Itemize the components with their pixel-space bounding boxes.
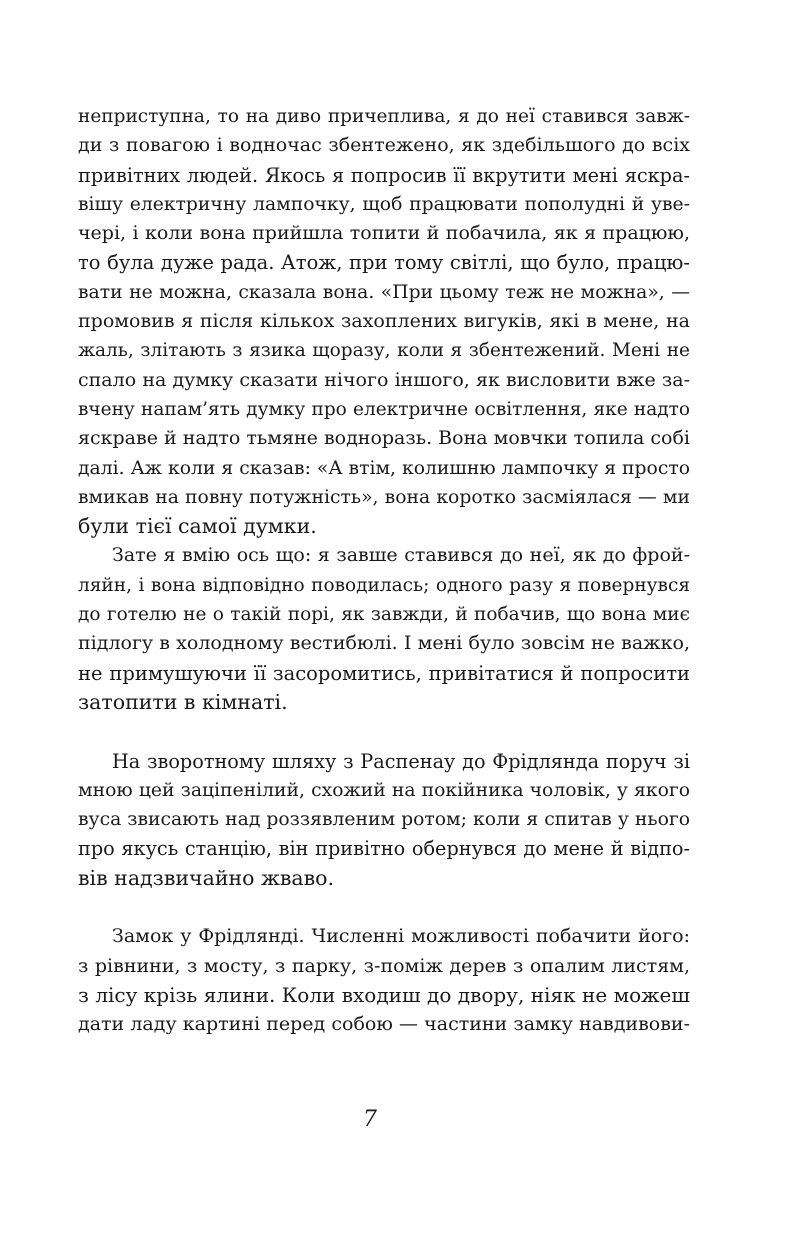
text-line: вмикав на повну потужність», вона коротко засміялася — ми bbox=[78, 486, 690, 508]
text-line: мною цей заціпенілий, схожий на покійника чоловік, у якого bbox=[78, 779, 690, 801]
text-line: промовив я після кількох захоплених вигуків, які в мене, на bbox=[78, 310, 690, 333]
section-gap bbox=[78, 717, 690, 746]
text-line: дати ладу картині перед собою — частини замку навдивови- bbox=[78, 1013, 690, 1036]
paragraph-2 bbox=[78, 541, 690, 717]
text-line: жаль, злітають з язика щоразу, коли я збентежений. Мені не bbox=[78, 340, 690, 362]
text-line: На зворотному шляху з Распенау до Фрідлянда поруч зі bbox=[112, 749, 690, 773]
text-line: з рівнини, з мосту, з парку, з-поміж дерев з опалим листям, bbox=[78, 954, 690, 977]
paragraph-4 bbox=[78, 922, 690, 1039]
text-line: далі. Аж коли я сказав: «А втім, колишню лампочку я просто bbox=[78, 457, 690, 479]
text-line: вішу електричну лампочку, щоб працювати пополудні й уве- bbox=[78, 193, 690, 215]
text-line: ди з повагою і водночас збентежено, як здебільшого до всіх bbox=[78, 134, 690, 157]
text-line: чері, і коли вона прийшла топити й побачила, як я працюю, bbox=[78, 222, 690, 245]
text-line: про якусь станцію, він привітно обернувся до мене й відпо- bbox=[78, 837, 690, 861]
text-line: вуса звисають над роззявленим ротом; коли я спитав у нього bbox=[78, 809, 690, 831]
text-line: неприступна, то на диво причеплива, я до неї ставився завж- bbox=[78, 106, 690, 127]
text-line: Зате я вмію ось що: я завше ставився до неї, як до фрой- bbox=[112, 544, 690, 567]
text-line: вчену напам’ять думку про електричне освітлення, яке надто bbox=[78, 398, 690, 420]
text-line: привітних людей. Якось я попросив її вкрутити мені яскра- bbox=[78, 163, 690, 187]
section-gap bbox=[78, 893, 690, 922]
text-line: затопити в кімнаті. bbox=[78, 689, 288, 714]
text-line: з лісу крізь ялини. Коли входиш до двору, ніяк не можеш bbox=[78, 982, 690, 1007]
paragraph-3 bbox=[78, 747, 690, 893]
text-line: вати не можна, сказала вона. «При цьому теж не можна», — bbox=[78, 281, 690, 303]
body-text bbox=[78, 102, 690, 1040]
text-line: яскраве й надто тьмяне водноразь. Вона мовчки топила собі bbox=[78, 427, 690, 450]
page-number: 7 bbox=[363, 1107, 377, 1132]
text-line: були тієї самої думки. bbox=[78, 514, 317, 539]
text-line: не примушуючи її засоромитись, привітатися й попросити bbox=[78, 661, 690, 685]
text-line: Замок у Фрідлянді. Численні можливості побачити його: bbox=[112, 925, 690, 948]
text-line: до готелю не о такій порі, як завжди, й побачив, що вона миє bbox=[78, 604, 690, 626]
text-line: то була дуже рада. Атож, при тому світлі, що було, працю- bbox=[78, 251, 690, 275]
text-line: вів надзвичайно жваво. bbox=[78, 865, 335, 890]
text-line: спало на думку сказати нічого іншого, як висловити вже за- bbox=[78, 368, 690, 391]
paragraph-1 bbox=[78, 102, 690, 541]
text-line: підлогу в холодному вестибюлі. І мені було зовсім не важко, bbox=[78, 632, 690, 655]
text-line: ляйн, і вона відповідно поводилась; одного разу я повернувся bbox=[78, 574, 690, 596]
